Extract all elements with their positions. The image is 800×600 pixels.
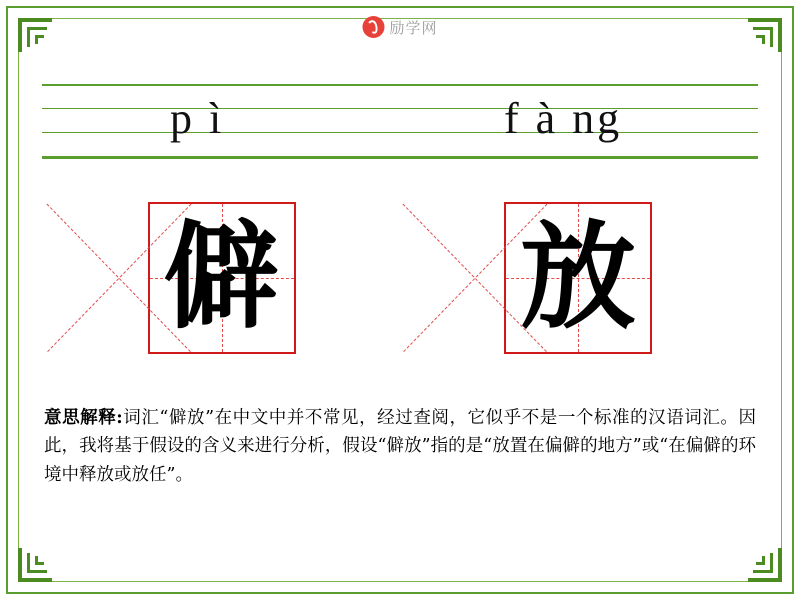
greek-key-corner-icon-bottom-right — [748, 548, 782, 582]
site-logo-text: 励学网 — [389, 19, 438, 37]
pinyin-syllable-1: p ì — [170, 94, 225, 143]
site-logo — [362, 16, 437, 38]
greek-key-corner-icon-top-right — [748, 18, 782, 52]
greek-key-corner-icon-top-left — [18, 18, 52, 52]
staff-line-top — [42, 84, 758, 86]
flame-circle-icon — [362, 16, 384, 38]
character-glyph-2: 放 — [520, 210, 636, 345]
staff-line-bottom — [42, 156, 758, 159]
staff-line-upper-middle — [42, 108, 758, 109]
explanation-paragraph — [44, 404, 756, 489]
pinyin-four-line-staff — [42, 84, 758, 160]
staff-line-lower-middle — [42, 132, 758, 133]
character-glyph-1: 僻 — [164, 210, 280, 345]
character-practice-grid-2 — [504, 202, 652, 354]
explanation-body: 词汇“僻放”在中文中并不常见，经过查阅，它似乎不是一个标准的汉语词汇。因此，我将基于假设的含义来进行分析，假设“僻放”指的是“放置在偏僻的地方”或“在偏僻的环境中释放或放任”。 — [44, 408, 757, 485]
character-practice-grid-1 — [148, 202, 296, 354]
greek-key-corner-icon-bottom-left — [18, 548, 52, 582]
explanation-label: 意思解释: — [44, 408, 123, 428]
pinyin-syllable-2: f à ng — [504, 94, 623, 143]
